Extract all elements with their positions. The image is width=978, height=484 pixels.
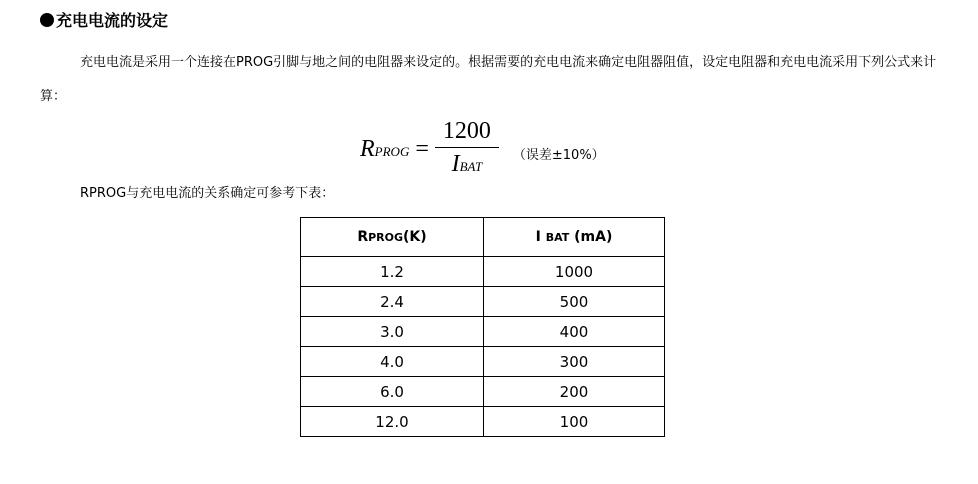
bullet-icon xyxy=(40,13,54,27)
formula-numerator: 1200 xyxy=(442,117,491,144)
formula-den-sub: BAT xyxy=(459,159,483,175)
cell-ibat: 400 xyxy=(484,317,665,347)
cell-rprog: 3.0 xyxy=(301,317,484,347)
header-ibat-sub: BAT xyxy=(545,231,570,244)
cell-rprog: 1.2 xyxy=(301,257,484,287)
rprog-ibat-table xyxy=(300,217,665,437)
formula-equals: = xyxy=(415,135,429,162)
header-rprog-main: R xyxy=(357,229,369,245)
table-header-row xyxy=(301,218,665,257)
table-row xyxy=(301,407,665,437)
fraction-bar xyxy=(435,147,499,149)
header-ibat-unit: (mA) xyxy=(574,229,613,245)
cell-rprog: 2.4 xyxy=(301,287,484,317)
cell-rprog: 4.0 xyxy=(301,347,484,377)
header-rprog xyxy=(301,218,484,257)
header-rprog-sub: PROG xyxy=(368,231,404,244)
formula-fraction xyxy=(435,117,499,182)
formula-denominator xyxy=(452,150,483,181)
table-row xyxy=(301,287,665,317)
table-caption: RPROG与充电电流的关系确定可参考下表： xyxy=(80,186,335,201)
table-row xyxy=(301,347,665,377)
table-row xyxy=(301,257,665,287)
formula xyxy=(360,116,605,182)
cell-rprog: 6.0 xyxy=(301,377,484,407)
cell-ibat: 500 xyxy=(484,287,665,317)
header-ibat xyxy=(484,218,665,257)
cell-ibat: 100 xyxy=(484,407,665,437)
header-rprog-unit: (K) xyxy=(403,229,427,245)
formula-lhs xyxy=(360,136,409,163)
cell-ibat: 300 xyxy=(484,347,665,377)
cell-ibat: 1000 xyxy=(484,257,665,287)
formula-den-main: I xyxy=(451,151,460,178)
description-paragraph: 充电电流是采用一个连接在PROG引脚与地之间的电阻器来设定的。根据需要的充电电流来确定电阻器阻值，设定电阻器和充电电流采用下列公式来计算： xyxy=(40,55,937,104)
cell-ibat: 200 xyxy=(484,377,665,407)
table-row xyxy=(301,377,665,407)
formula-lhs-main: R xyxy=(360,135,375,162)
table-row xyxy=(301,317,665,347)
formula-lhs-sub: PROG xyxy=(374,143,410,159)
heading-text: 充电电流的设定 xyxy=(56,11,169,30)
formula-tolerance-note: （误差±10%） xyxy=(512,147,605,163)
cell-rprog: 12.0 xyxy=(301,407,484,437)
header-ibat-main: I xyxy=(535,229,541,245)
section-heading xyxy=(40,8,168,31)
